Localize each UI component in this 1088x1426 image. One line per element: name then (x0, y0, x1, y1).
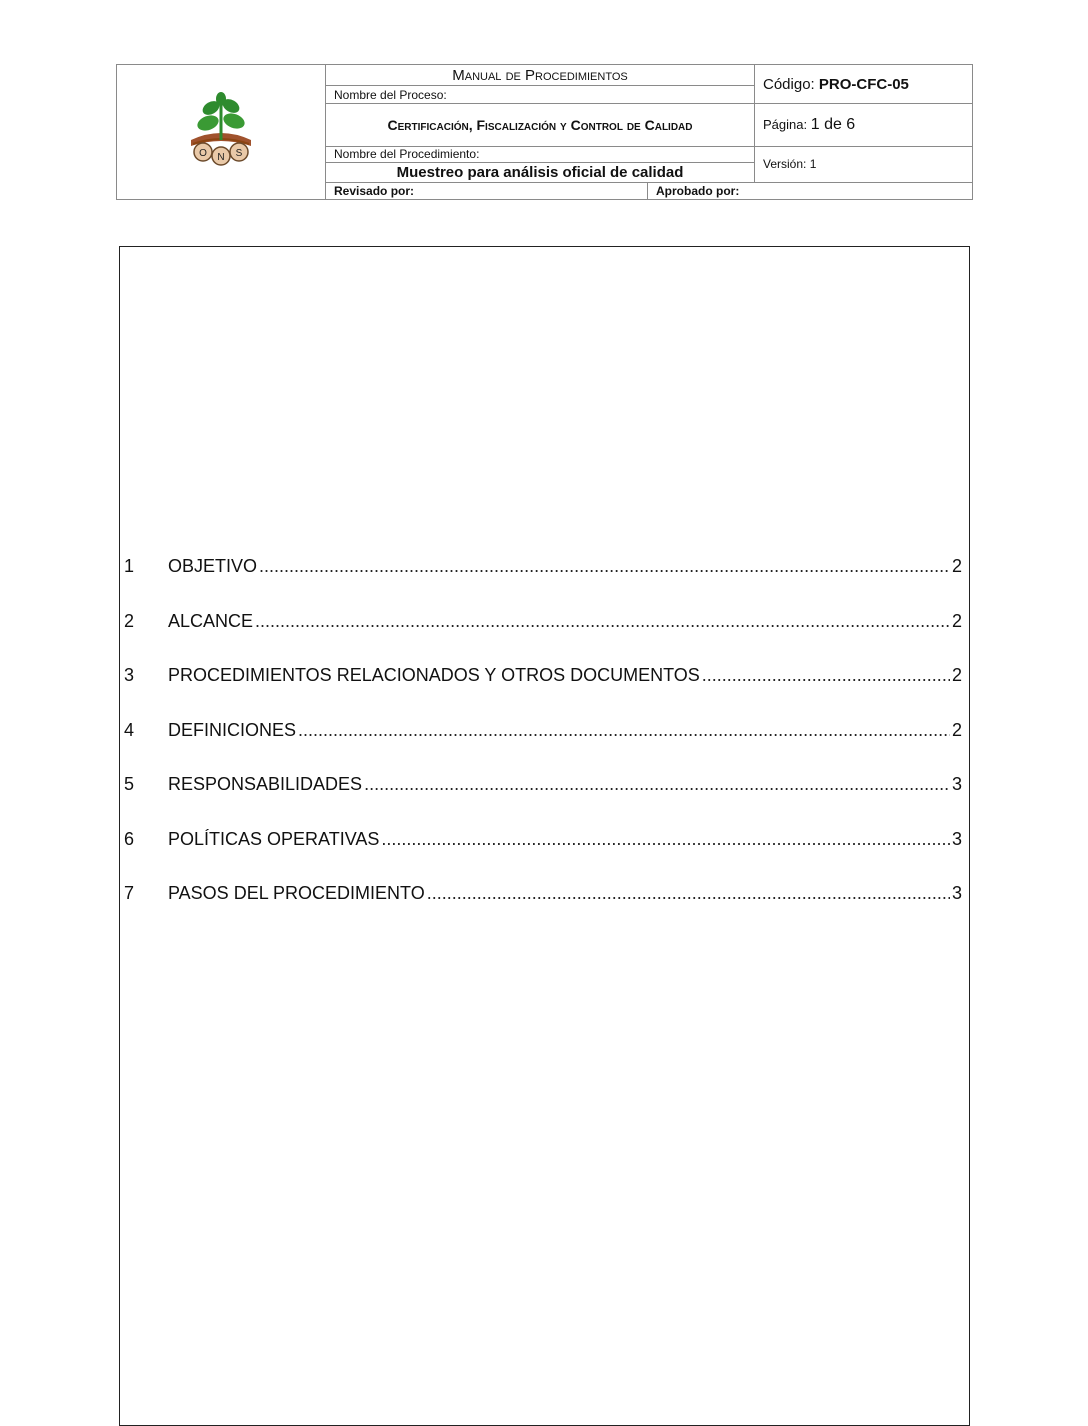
toc-title: DEFINICIONES (168, 719, 297, 740)
toc-number: 1 (124, 556, 135, 576)
toc-leader (702, 665, 950, 686)
svg-text:S: S (235, 147, 243, 159)
toc-page: 3 (951, 828, 962, 849)
process-label: Nombre del Proceso: (326, 86, 755, 104)
manual-title: Manual de Procedimientos (326, 65, 755, 86)
code-label: Código: (763, 75, 815, 93)
toc-title: RESPONSABILIDADES (168, 774, 363, 794)
table-of-contents (124, 556, 962, 938)
toc-page: 2 (951, 556, 962, 576)
toc-entry[interactable] (124, 774, 962, 829)
toc-title: PROCEDIMIENTOS RELACIONADOS Y OTROS DOCUMENTOS (168, 665, 700, 685)
toc-title: POLÍTICAS OPERATIVAS (168, 828, 380, 849)
logo-cell (117, 65, 326, 200)
toc-page: 2 (951, 610, 962, 631)
toc-leader (255, 611, 950, 632)
ons-logo-icon (181, 90, 261, 170)
toc-number: 5 (124, 774, 135, 794)
toc-entry[interactable] (124, 611, 962, 666)
process-name: Certificación, Fiscalización y Control de Calidad (326, 104, 755, 146)
toc-leader (381, 829, 950, 850)
toc-entry[interactable] (124, 829, 962, 884)
svg-text:O: O (199, 147, 207, 159)
toc-page: 2 (951, 719, 962, 740)
reviewed-by: Revisado por: (326, 182, 648, 199)
toc-number: 4 (124, 719, 135, 740)
toc-title: PASOS DEL PROCEDIMIENTO (168, 883, 425, 903)
toc-page: 2 (951, 665, 962, 685)
toc-title: OBJETIVO (168, 556, 258, 576)
page-cell (755, 104, 973, 146)
toc-entry[interactable] (124, 720, 962, 775)
toc-number: 2 (124, 610, 135, 631)
version-cell (755, 146, 973, 182)
toc-leader (259, 556, 950, 577)
toc-leader (427, 883, 950, 904)
toc-entry[interactable] (124, 883, 962, 938)
code-value: PRO-CFC-05 (818, 75, 909, 93)
toc-page: 3 (951, 883, 962, 903)
toc-number: 6 (124, 828, 135, 849)
code-cell (755, 65, 973, 104)
toc-leader (298, 720, 950, 741)
toc-leader (364, 774, 950, 795)
document-header (116, 64, 973, 200)
toc-entry[interactable] (124, 665, 962, 720)
approved-by: Aprobado por: (648, 182, 973, 199)
version-label: Versión: (763, 157, 807, 172)
toc-number: 7 (124, 883, 135, 903)
toc-page: 3 (951, 774, 962, 794)
page-label: Página: (763, 116, 808, 132)
svg-text:N: N (217, 151, 225, 163)
procedure-name: Muestreo para análisis oficial de calidad (326, 162, 755, 182)
toc-title: ALCANCE (168, 610, 254, 631)
procedure-label: Nombre del Procedimiento: (326, 146, 755, 162)
toc-entry[interactable] (124, 556, 962, 611)
page-value: 1 de 6 (810, 115, 856, 133)
toc-number: 3 (124, 665, 135, 685)
version-value: 1 (809, 157, 817, 172)
